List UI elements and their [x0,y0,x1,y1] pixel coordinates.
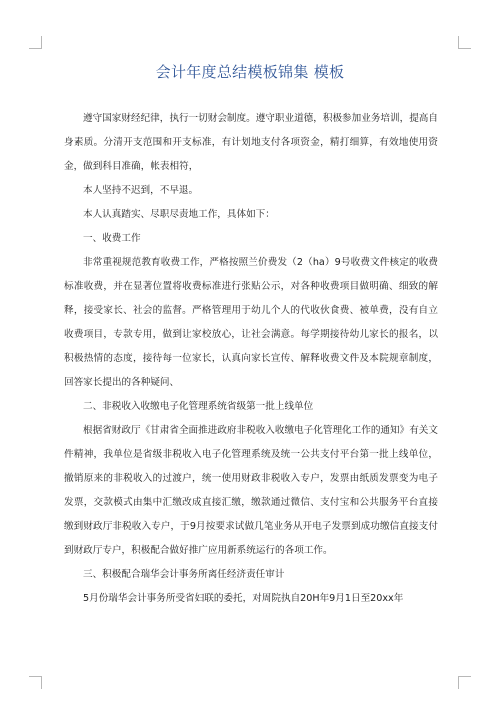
crop-mark-top-left [29,36,42,49]
crop-mark-bottom-left [29,676,42,689]
paragraph-fees: 非常重视规范教育收费工作，严格按照兰价费发（2（ha）9号收费文件核定的收费标准收费，并在显著位置将收费标准进行张贴公示，对各种收费项目做明确、细致的解释，接受家长、社会的监督。严格管理用于幼儿个人的代收伙食费、被单费，没有自立收费项目，专款专用，做到让家校放心，让社会满意。每学期接待幼儿家长的报名，以积极热情的态度，接待每一位家长，认真向家长宣传、解释收费文件及本院规章制度，回答家长提出的各种疑问、 [64,257,438,388]
section-heading-audit: 三、积极配合瑞华会计事务所离任经济责任审计 [83,569,285,580]
section-heading-fees: 一、收费工作 [83,233,141,244]
paragraph-intro: 本人认真踏实、尽职尽责地工作，具体如下： [83,209,275,220]
paragraph-discipline: 遵守国家财经纪律，执行一切财会制度。遵守职业道德，积极参加业务培训，提高自身素质。分清开支范围和开支标准，有计划地支付各项资金，精打细算，有效地使用资金，做到科目准确，帐表相符， [64,113,438,172]
section-heading-electronic: 二、非税收入收缴电子化管理系统省级第一批上线单位 [83,401,314,412]
paragraph-audit: 5月份瑞华会计事务所受省妇联的委托，对周院执自20H年9月1日至20xx年 [83,593,404,604]
paragraph-attendance: 本人坚持不迟到，不早退。 [83,185,199,196]
document-title: 会计年度总结模板锦集 模板 [155,63,345,81]
document-body [64,107,438,611]
crop-mark-top-right [458,36,471,49]
paragraph-electronic: 根据省财政厅《甘肃省全面推进政府非税收入收缴电子化管理化工作的通知》有关文件精神，我单位是省级非税收入电子化管理系统及统一公共支付平台第一批上线单位，撤销原来的非税收入的过渡户，统一使用财政非税收入专户，发票由纸质发票变为电子发票，交款模式由集中汇缴改成直接汇缴，缴款通过微信、支付宝和公共服务平台直接缴到财政厅非税收入专户，于9月按要求试做几笔业务从开电子发票到成功缴信直接支付到财政厅专户，积极配合做好推广应用新系统运行的各项工作。 [64,425,438,556]
crop-mark-bottom-right [458,676,471,689]
